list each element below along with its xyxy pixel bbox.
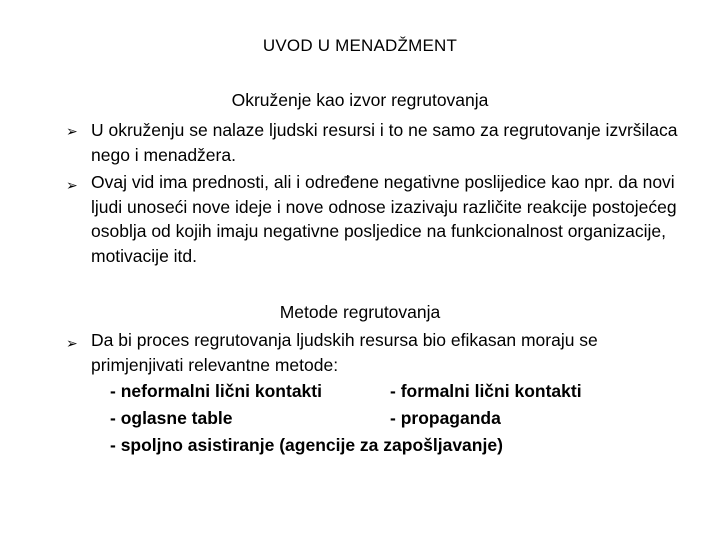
bullet-arrow-icon: ➢	[66, 177, 78, 193]
section-heading-methods: Metode regrutovanja	[279, 302, 441, 322]
method-formal-contacts: - formalni lični kontakti	[390, 381, 582, 401]
methods-list	[110, 378, 690, 459]
methods-row	[110, 432, 690, 459]
method-propaganda: - propaganda	[390, 408, 501, 428]
section-heading-environment: Okruženje kao izvor regrutovanja	[231, 90, 489, 110]
point-advantages: Ovaj vid ima prednosti, ali i određene negativne poslijedice kao npr. da novi ljudi unoseći nove ideje i nove odnose izazivaju različite reakcije postojećeg osoblja od kojih imaju negativne posljedice na funkcionalnost organizacije, motivacije itd.	[91, 172, 677, 266]
point-human-resources: U okruženju se nalaze ljudski resursi i to ne samo za regrutovanje izvršilaca nego i menadžera.	[91, 120, 678, 165]
slide-title: UVOD U MENADŽMENT	[262, 36, 458, 55]
method-bulletin-boards: - oglasne table	[110, 408, 233, 428]
bullet-arrow-icon: ➢	[66, 335, 78, 351]
method-informal-contacts: - neformalni lični kontakti	[110, 381, 322, 401]
point-methods-intro: Da bi proces regrutovanja ljudskih resursa bio efikasan moraju se primjenjivati relevantne metode:	[91, 330, 598, 375]
methods-row	[110, 378, 690, 405]
method-external-assistance: - spoljno asistiranje (agencije za zapošljavanje)	[110, 435, 503, 455]
bullet-arrow-icon: ➢	[66, 123, 78, 139]
methods-row	[110, 405, 690, 432]
